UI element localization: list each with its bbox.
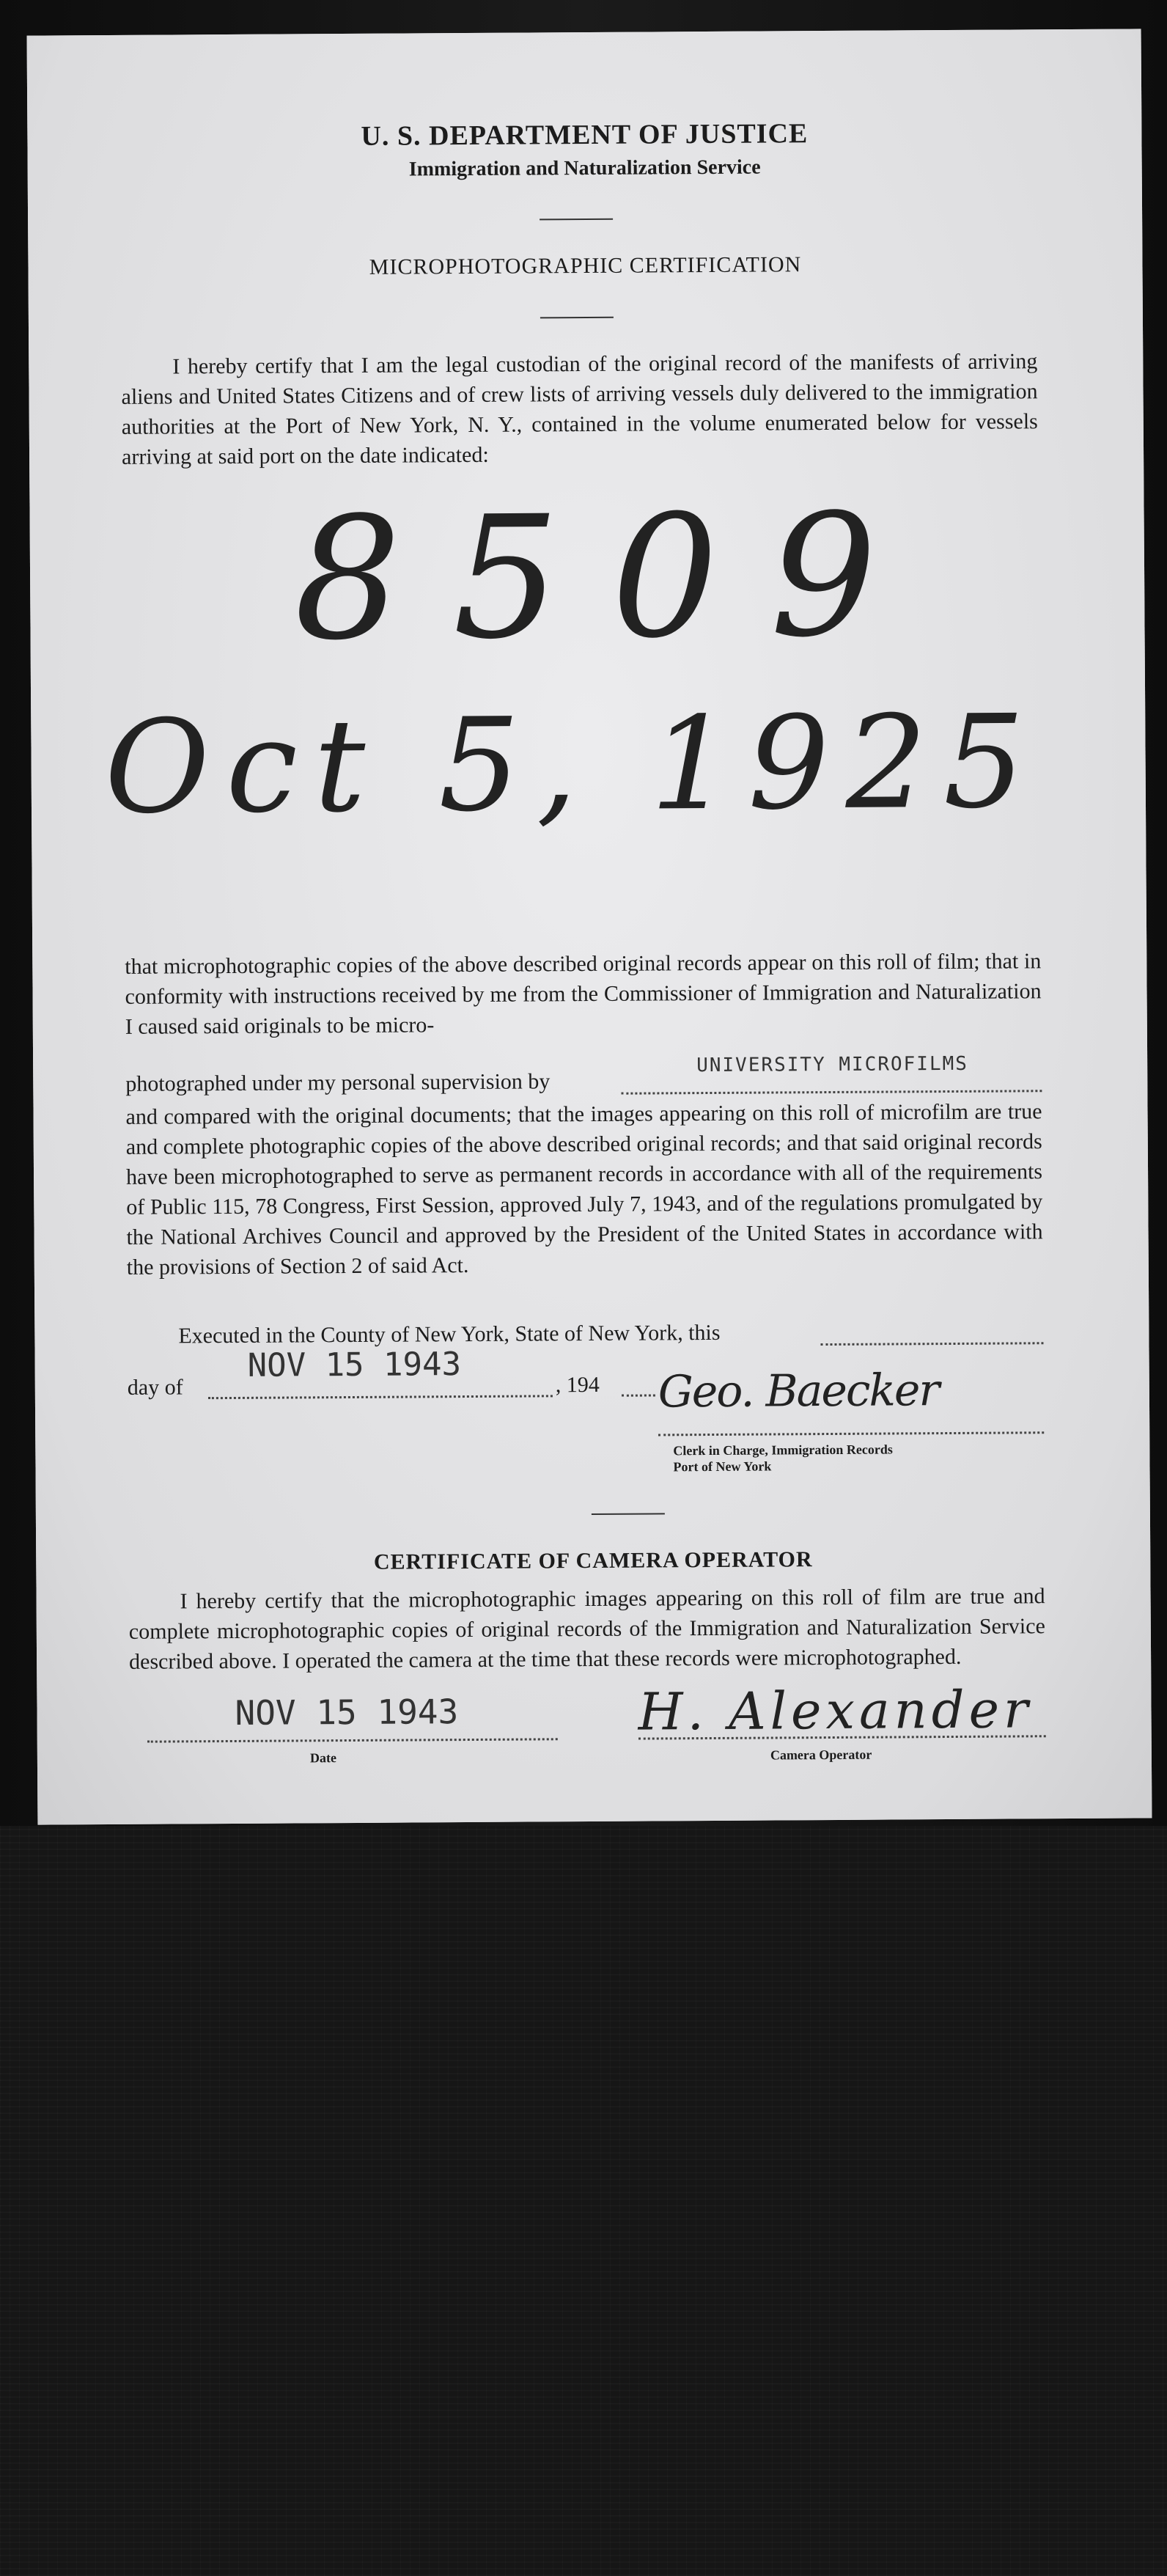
operator-date-line <box>147 1738 558 1742</box>
film-leader <box>0 1826 1167 2576</box>
operator-date-stamp: NOV 15 1943 <box>235 1692 459 1733</box>
day-prefix: day of <box>127 1375 183 1400</box>
service-subtitle: Immigration and Naturalization Service <box>408 155 761 181</box>
day-stamp: NOV 15 1943 <box>247 1346 462 1384</box>
operator-paragraph <box>128 1581 1045 1677</box>
body-text-1: that microphotographic copies of the above described original records appear on this roll of film; that in conformity with instructions received by me from the Commissioner of Immigration and Naturalization I caused said originals to be micro- <box>125 949 1042 1039</box>
divider-operator <box>592 1513 665 1515</box>
operator-text: I hereby certify that the microphotographic images appearing on this roll of film are true and complete microphotographic copies of original records of the Immigration and Naturalization Service described above. I operated the camera at the time that these records were microphotographed. <box>128 1584 1045 1674</box>
agency-title: U. S. DEPARTMENT OF JUSTICE <box>361 118 809 152</box>
supervision-dotted-line <box>621 1090 1042 1095</box>
certificate-sheet <box>27 29 1152 1824</box>
supervision-stamp: UNIVERSITY MICROFILMS <box>696 1052 968 1077</box>
operator-label: Camera Operator <box>770 1747 872 1763</box>
divider-top <box>540 219 613 221</box>
clerk-title-line1: Clerk in Charge, Immigration Records <box>673 1442 893 1458</box>
intro-text: I hereby certify that I am the legal custodian of the original record of the manifests of arriving aliens and United States Citizens and of crew lists of arriving vessels duly delivered to the immigration authorities at the Port of New York, N. Y., contained in the volume enumerated below for vessels arriving at said port on the date indicated: <box>121 349 1038 469</box>
handwritten-volume-number: 8509 <box>293 478 929 678</box>
body-text-2: and compared with the original documents; that the images appearing on this roll of microfilm are true and complete photographic copies of the above described original records; and that said original records have been microphotographed to serve as permanent records in accordance with all of the requirements of Public 115, 78 Congress, First Session, approved July 7, 1943, and of the regulations promulgated by the National Archives Council and approved by the President of the United States in accordance with the provisions of Section 2 of said Act. <box>125 1099 1043 1280</box>
year-dotted-line <box>622 1394 655 1396</box>
body-paragraph-1 <box>125 946 1042 1042</box>
body-paragraph-2 <box>125 1096 1042 1283</box>
supervision-prefix: photographed under my personal supervision by <box>125 1069 551 1096</box>
executed-text: Executed in the County of New York, State of New York, this <box>178 1320 721 1348</box>
clerk-title <box>673 1441 893 1475</box>
day-dotted-line <box>208 1395 553 1399</box>
year-text: , 194 <box>555 1372 600 1398</box>
divider-heading <box>540 317 614 319</box>
certification-heading: MICROPHOTOGRAPHIC CERTIFICATION <box>369 252 802 279</box>
clerk-signature-line <box>658 1431 1044 1436</box>
operator-date-label: Date <box>309 1750 336 1766</box>
intro-paragraph <box>121 346 1038 472</box>
operator-heading: CERTIFICATE OF CAMERA OPERATOR <box>373 1547 813 1574</box>
handwritten-arrival-date: Oct 5, 1925 <box>104 688 1042 843</box>
executed-dotted-line <box>820 1342 1043 1346</box>
operator-signature: H. Alexander <box>638 1679 1033 1742</box>
clerk-signature: Geo. Baecker <box>658 1365 939 1418</box>
clerk-title-line2: Port of New York <box>673 1458 772 1475</box>
